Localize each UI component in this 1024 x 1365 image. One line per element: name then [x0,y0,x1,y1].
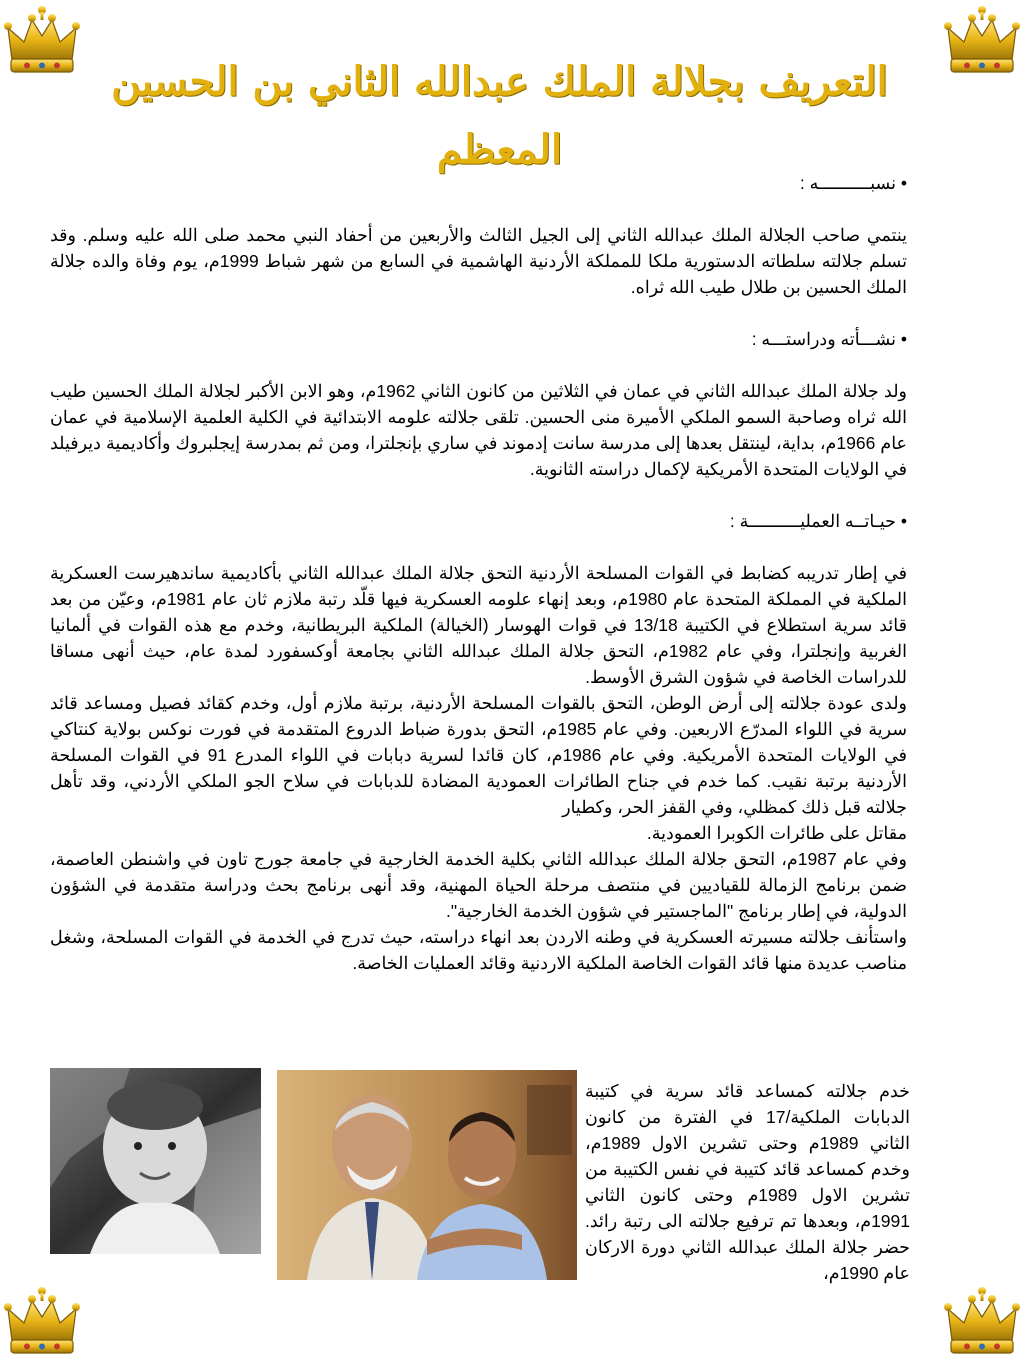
paragraph: واستأنف جلالته مسيرته العسكرية في وطنه الاردن بعد انهاء دراسته، حيث تدرج في الخدمة في القوات المسلحة، وشغل مناصب عديدة منها قائد القوات الخاصة الملكية الاردنية وقائد العمليات الخاصة. [50,927,907,973]
section-heading-upbringing: • نشـــأته ودراستـــه : [50,326,907,352]
document-body [50,170,907,976]
page-title: التعريف بجلالة الملك عبدالله الثاني بن الحسين المعظم [111,58,888,173]
paragraph: في إطار تدريبه كضابط في القوات المسلحة الأردنية التحق جلالة الملك عبدالله الثاني بأكاديمية ساندهيرست العسكرية الملكية في المملكة المتحدة عام 1980م، وبعد إنهاء علومه العسكرية فيها قلّد رتبة ملازم ثان عام 1981م، وعيّن من بعد قائد سرية استطلاع في الكتيبة 13/18 في قوات الهوسار (الخيالة) الملكية البريطانية، وخدم مع هذه القوات في ألمانيا الغربية وإنجلترا، وفي عام 1982م، التحق جلالة الملك عبدالله الثاني بجامعة أوكسفورد لمدة عام، حيث أنهى مساقا للدراسات الخاصة في شؤون الشرق الأوسط. [50,563,907,687]
section-heading-career: • حيـاتــه العمليــــــــــة : [50,508,907,534]
paragraph: وفي عام 1987م، التحق جلالة الملك عبدالله الثاني بكلية الخدمة الخارجية في جامعة جورج تاون في واشنطن العاصمة، ضمن برنامج الزمالة للقياديين في منتصف مرحلة الحياة المهنية، وقد أنهى برنامج بحث ودراسة متقدمة في الشؤون الدولية، في إطار برنامج "الماجستير في شؤون الخدمة الخارجية". [50,849,907,921]
paragraph: ولدى عودة جلالته إلى أرض الوطن، التحق بالقوات المسلحة الأردنية، برتبة ملازم أول، وخدم كقائد فصيل ومساعد قائد سرية في اللواء المدرّع الاربعين. وفي عام 1985م، التحق بدورة ضباط الدروع المتقدمة في فورت نوكس بولاية كنتاكي في الولايات المتحدة الأمريكية. وفي عام 1986م، كان قائدا لسرية دبابات في اللواء المدرع 91 في القوات المسلحة الأردنية برتبة نقيب. كما خدم في جناح الطائرات العمودية المضادة للدبابات في سلاح الجو الملكي الأردني، وقد تأهل جلالته قبل ذلك كمظلي، وفي القفز الحر، وكطيار [50,693,908,817]
crown-icon [942,1283,1022,1363]
side-paragraph: خدم جلالته كمساعد قائد سرية في كتيبة الدبابات الملكية/17 في الفترة من كانون الثاني 1989م وحتى تشرين الاول 1989م، وخدم كمساعد قائد كتيبة في نفس الكتيبة من تشرين الاول 1989م وحتى كانون الثاني 1991م، وبعدها تم ترفيع جلالته الى رتبة رائد. حضر جلالة الملك عبدالله الثاني دورة الاركان عام 1990م، [585,1080,910,1283]
paragraph: ينتمي صاحب الجلالة الملك عبدالله الثاني إلى الجيل الثالث والأربعين من أحفاد النبي محمد صلى الله عليه وسلم. وقد تسلم جلالته سلطاته الدستورية ملكا للمملكة الأردنية الهاشمية في السابع من شهر شباط 1999م، يوم وفاة والده جلالة الملك الحسين بن طلال طيب الله ثراه. [50,225,908,297]
child-photo [50,1068,261,1254]
paragraph: ولد جلالة الملك عبدالله الثاني في عمان في الثلاثين من كانون الثاني 1962م، وهو الابن الأكبر لجلالة الملك الحسين طيب الله ثراه وصاحبة السمو الملكي الأميرة منى الحسين. تلقى جلالته علومه الابتدائية في الكلية العلمية الإسلامية في عمان عام 1966م، بداية، لينتقل بعدها إلى مدرسة سانت إدموند في ساري بإنجلترا، ومن ثم بمدرسة إيجلبروك وأكاديمية ديرفيلد في الولايات المتحدة الأمريكية لإكمال دراسته الثانوية. [50,381,907,479]
crown-icon [2,1283,82,1363]
paragraph: مقاتل على طائرات الكوبرا العمودية. [646,823,907,843]
section-heading-lineage: • نسبــــــــــه : [50,170,907,196]
family-photo [277,1070,577,1280]
crown-icon [942,2,1022,82]
crown-icon [2,2,82,82]
